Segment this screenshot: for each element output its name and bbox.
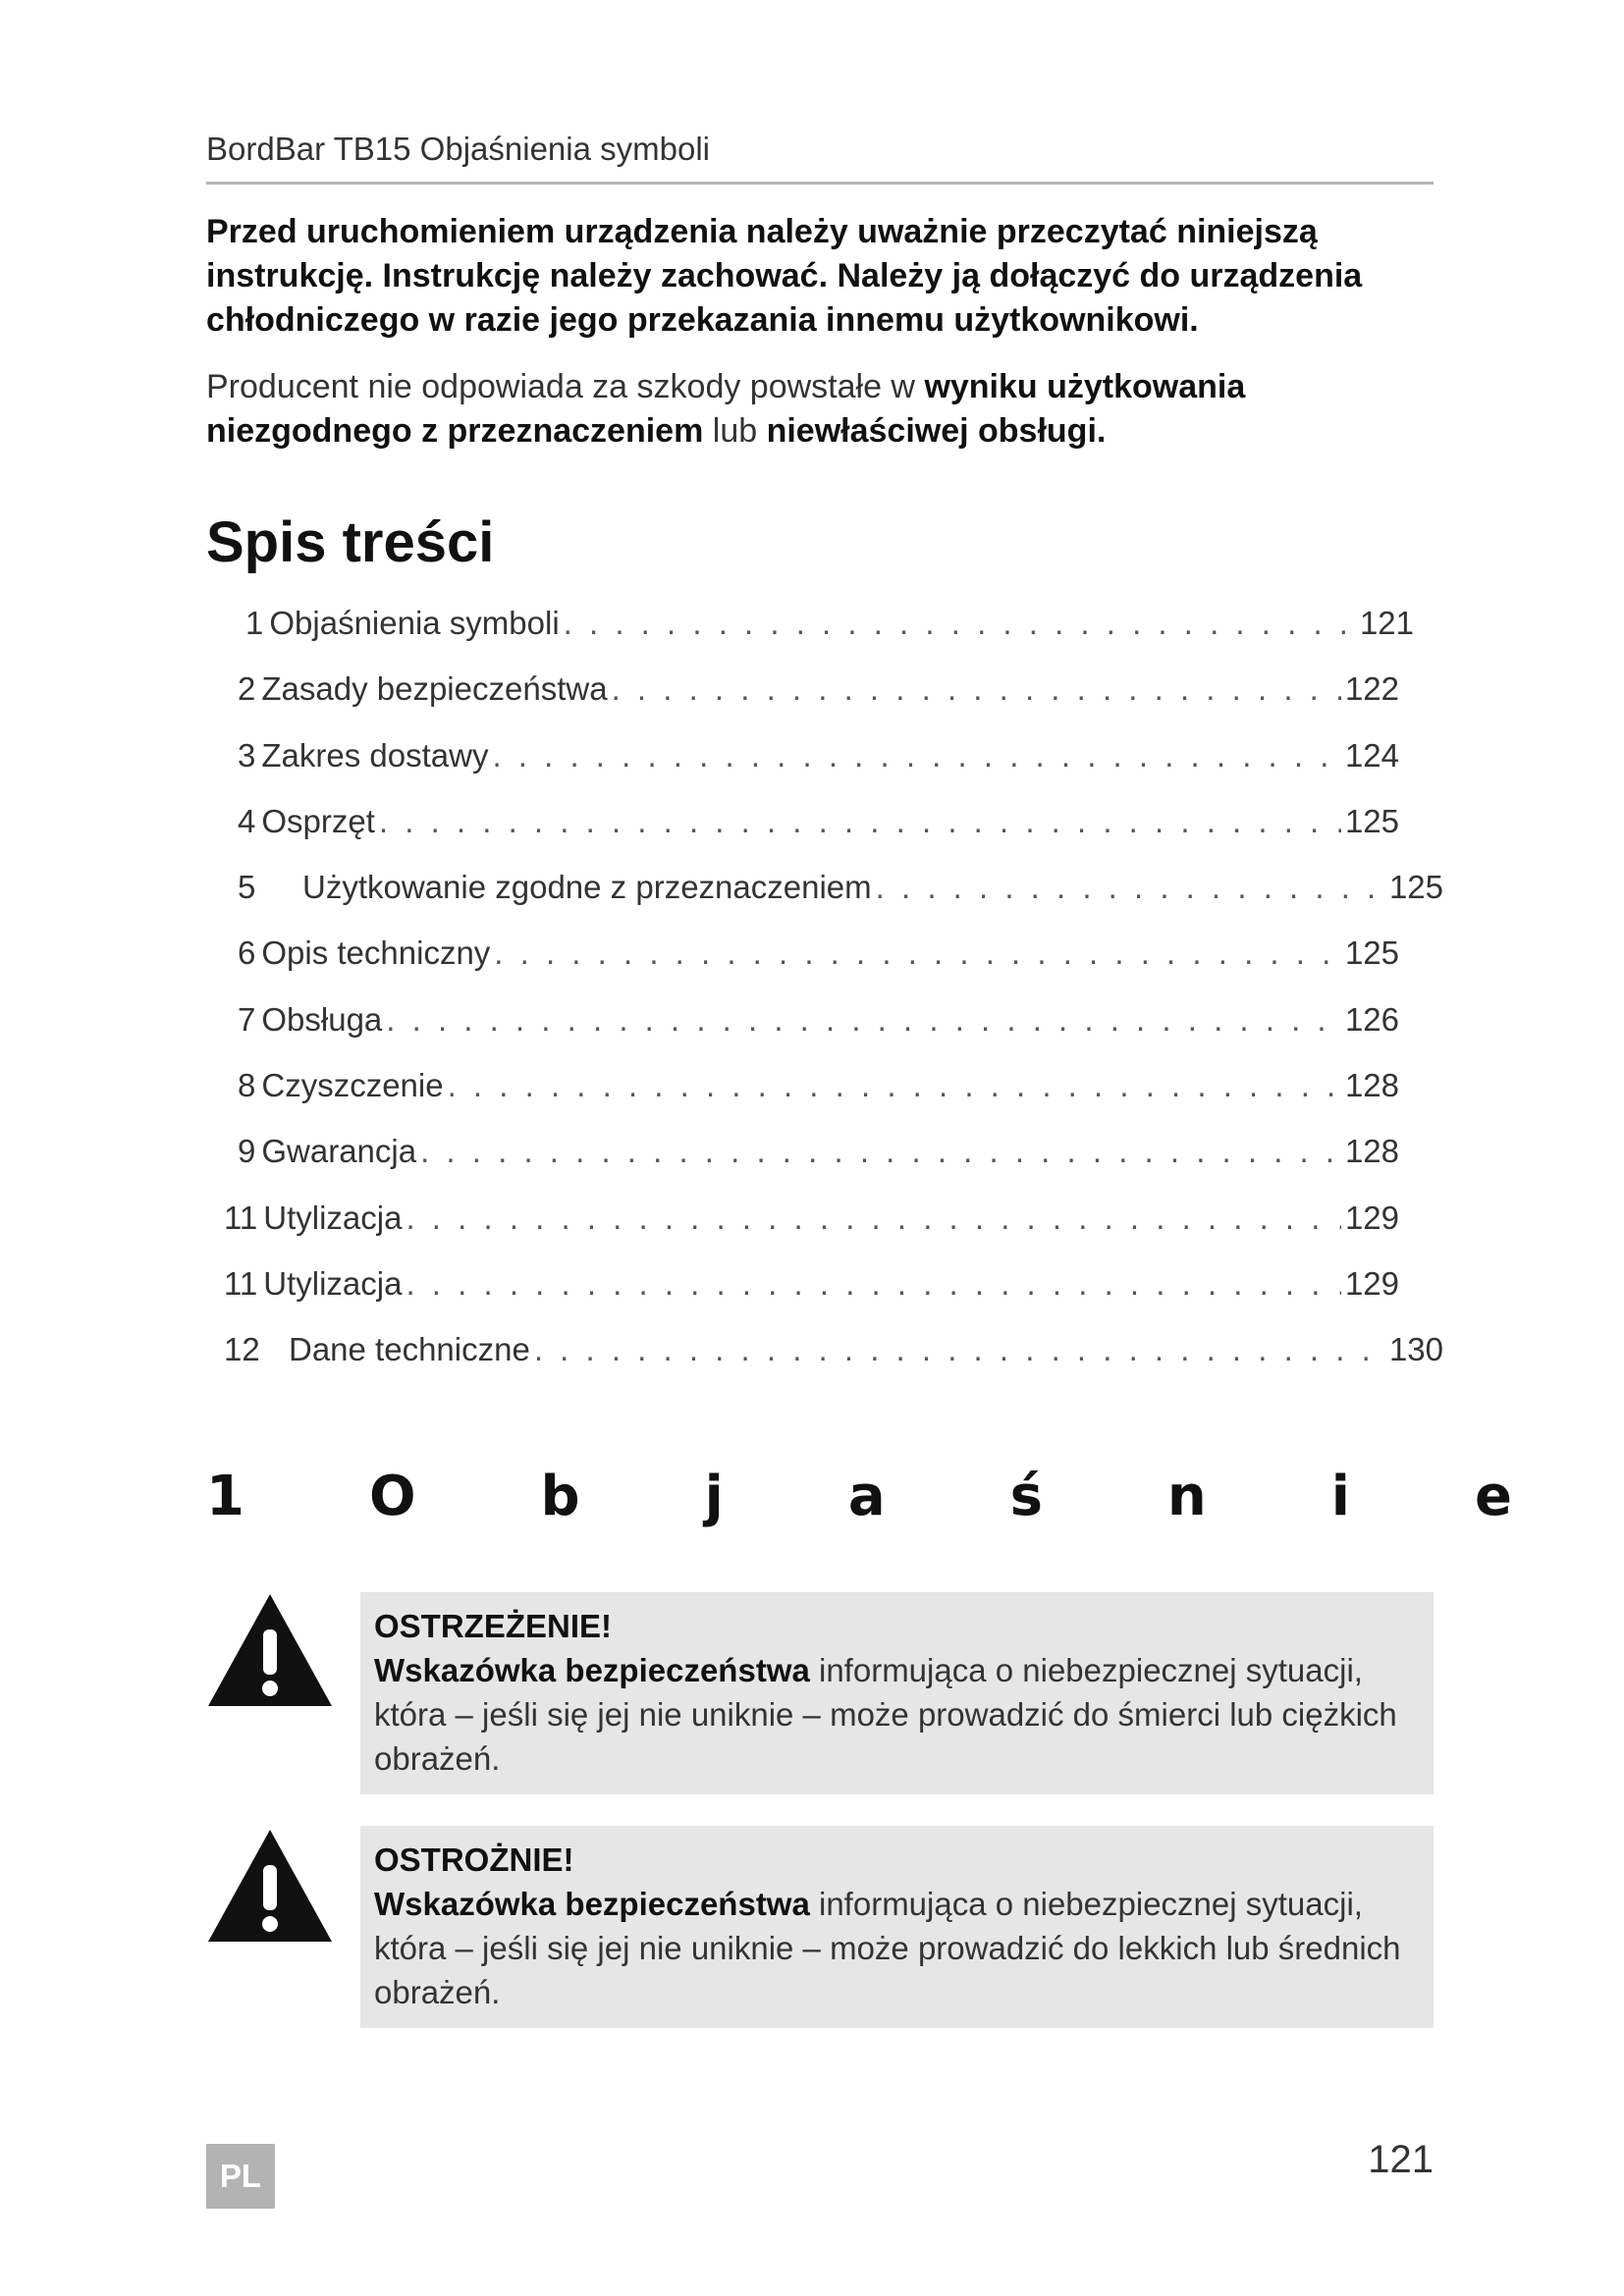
toc-entry-label: Utylizacja (263, 1264, 403, 1302)
notice-title: OSTRZEŻENIE! (374, 1608, 613, 1644)
toc-entry-number: 3 (238, 736, 256, 774)
section-heading-char: 1 (206, 1465, 244, 1528)
notice-body (374, 1648, 1418, 1781)
toc-entry-number: 5 (238, 869, 256, 906)
disclaimer-paragraph (206, 365, 1443, 454)
toc-entry[interactable] (216, 670, 1399, 736)
section-heading-char: b (540, 1465, 580, 1528)
toc-entry-number: 8 (238, 1067, 256, 1104)
toc-entry-page: 126 (1344, 1000, 1399, 1038)
toc-leader-dots (564, 605, 1356, 642)
notice-title: OSTROŻNIE! (374, 1842, 574, 1878)
toc-entry[interactable] (216, 1265, 1399, 1331)
toc-leader-dots (612, 670, 1341, 708)
toc-entry-page: 129 (1344, 1264, 1399, 1302)
toc-entry-label: Dane techniczne (289, 1331, 530, 1368)
section-heading (206, 1465, 1512, 1528)
section-heading-char: i (1330, 1465, 1350, 1528)
toc-entry[interactable] (216, 1133, 1399, 1199)
toc-entry[interactable] (216, 934, 1399, 1000)
toc-leader-dots (420, 1133, 1341, 1170)
notice-text: informująca o niebezpiecznej sytuacji, która – jeśli się jej nie uniknie – może prowadzić do śmierci lub ciężkich obrażeń. (374, 1652, 1397, 1777)
toc-entry-page: 129 (1344, 1199, 1399, 1236)
toc-entry-number: 6 (238, 934, 256, 972)
toc-entry-page: 125 (1388, 869, 1443, 906)
toc-entry[interactable] (216, 1001, 1399, 1067)
section-heading-char: n (1166, 1465, 1207, 1528)
disclaimer-text-1: Producent nie odpowiada za szkody powstałe w (206, 368, 925, 405)
toc-entry[interactable] (216, 869, 1443, 934)
header-rule (206, 182, 1434, 185)
toc-entry-page: 128 (1344, 1067, 1399, 1104)
toc-entry-label: Obsługa (261, 1000, 383, 1038)
notice-body (374, 1882, 1418, 2014)
toc-entry-number: 1 (245, 605, 264, 641)
toc-entry-page: 128 (1344, 1133, 1399, 1170)
toc-entry-number: 11 (224, 1199, 258, 1236)
toc-entry-label: Opis techniczny (261, 934, 491, 972)
toc-entry[interactable] (216, 605, 1414, 670)
warning-triangle-icon (206, 1592, 334, 1708)
toc-entry-number: 9 (238, 1133, 256, 1170)
toc-entry-page: 125 (1344, 802, 1399, 839)
notice-text: informująca o niebezpiecznej sytuacji, która – jeśli się jej nie uniknie – może prowadzić do lekkich lub średnich obrażeń. (374, 1886, 1401, 2010)
toc-list (216, 605, 1443, 1398)
toc-leader-dots (406, 1265, 1340, 1303)
toc-entry-page: 124 (1344, 736, 1399, 774)
disclaimer-bold-1: wyniku użytkowania niezgodnego z przeznaczeniem (206, 368, 1246, 450)
notice-strong: Wskazówka bezpieczeństwa (374, 1886, 810, 1922)
section-heading-char: ś (1009, 1465, 1043, 1528)
toc-leader-dots (379, 803, 1341, 840)
toc-entry-number: 7 (238, 1000, 256, 1038)
toc-entry-label: Czyszczenie (261, 1067, 444, 1104)
toc-entry-page: 125 (1344, 934, 1399, 972)
section-heading-char: e (1474, 1465, 1512, 1528)
toc-leader-dots (876, 869, 1385, 906)
toc-entry-number: 11 (224, 1264, 258, 1302)
disclaimer-bold-2: niewłaściwej obsługi. (766, 412, 1107, 450)
intro-warning-paragraph: Przed uruchomieniem urządzenia należy uważnie przeczytać niniejszą instrukcję. Instrukcję należy zachować. Należy ją dołączyć do urządzenia chłodniczego w razie jego przekazania innemu użytkownikowi. (206, 213, 1363, 339)
toc-entry[interactable] (216, 1200, 1399, 1265)
toc-leader-dots (448, 1067, 1341, 1104)
notice-strong: Wskazówka bezpieczeństwa (374, 1652, 810, 1688)
toc-entry[interactable] (216, 1331, 1443, 1397)
toc-entry-number: 12 (224, 1331, 260, 1368)
caution-notice-box (360, 1826, 1434, 2028)
toc-entry[interactable] (216, 803, 1399, 869)
toc-entry-number: 4 (238, 802, 256, 839)
toc-entry-label: Zakres dostawy (261, 736, 489, 774)
toc-leader-dots (386, 1001, 1341, 1039)
running-header: BordBar TB15 Objaśnienia symboli (206, 131, 710, 167)
toc-title: Spis treści (206, 510, 495, 574)
toc-entry[interactable] (216, 1067, 1399, 1133)
disclaimer-text-2: lub (703, 412, 767, 450)
toc-entry-label: Osprzęt (261, 802, 375, 839)
toc-entry-label: Gwarancja (261, 1133, 417, 1170)
toc-entry-number: 2 (238, 670, 256, 708)
toc-entry-page: 121 (1359, 605, 1414, 641)
language-badge: PL (206, 2144, 275, 2209)
toc-leader-dots (406, 1200, 1340, 1237)
section-heading-char: O (368, 1465, 416, 1528)
toc-entry-label: Użytkowanie zgodne z przeznaczeniem (302, 869, 872, 906)
toc-entry[interactable] (216, 737, 1399, 803)
warning-triangle-icon (206, 1828, 334, 1944)
toc-leader-dots (492, 737, 1340, 774)
toc-entry-label: Objaśnienia symboli (269, 605, 560, 641)
page-number: 121 (1368, 2138, 1434, 2181)
toc-entry-label: Utylizacja (263, 1199, 403, 1236)
toc-entry-page: 130 (1388, 1331, 1443, 1368)
toc-entry-label: Zasady bezpieczeństwa (261, 670, 608, 708)
toc-leader-dots (534, 1331, 1385, 1368)
section-heading-char: a (847, 1465, 886, 1528)
toc-leader-dots (494, 934, 1341, 972)
warning-notice-box (360, 1592, 1434, 1794)
section-heading-char: j (704, 1465, 724, 1528)
toc-entry-page: 122 (1344, 670, 1399, 708)
